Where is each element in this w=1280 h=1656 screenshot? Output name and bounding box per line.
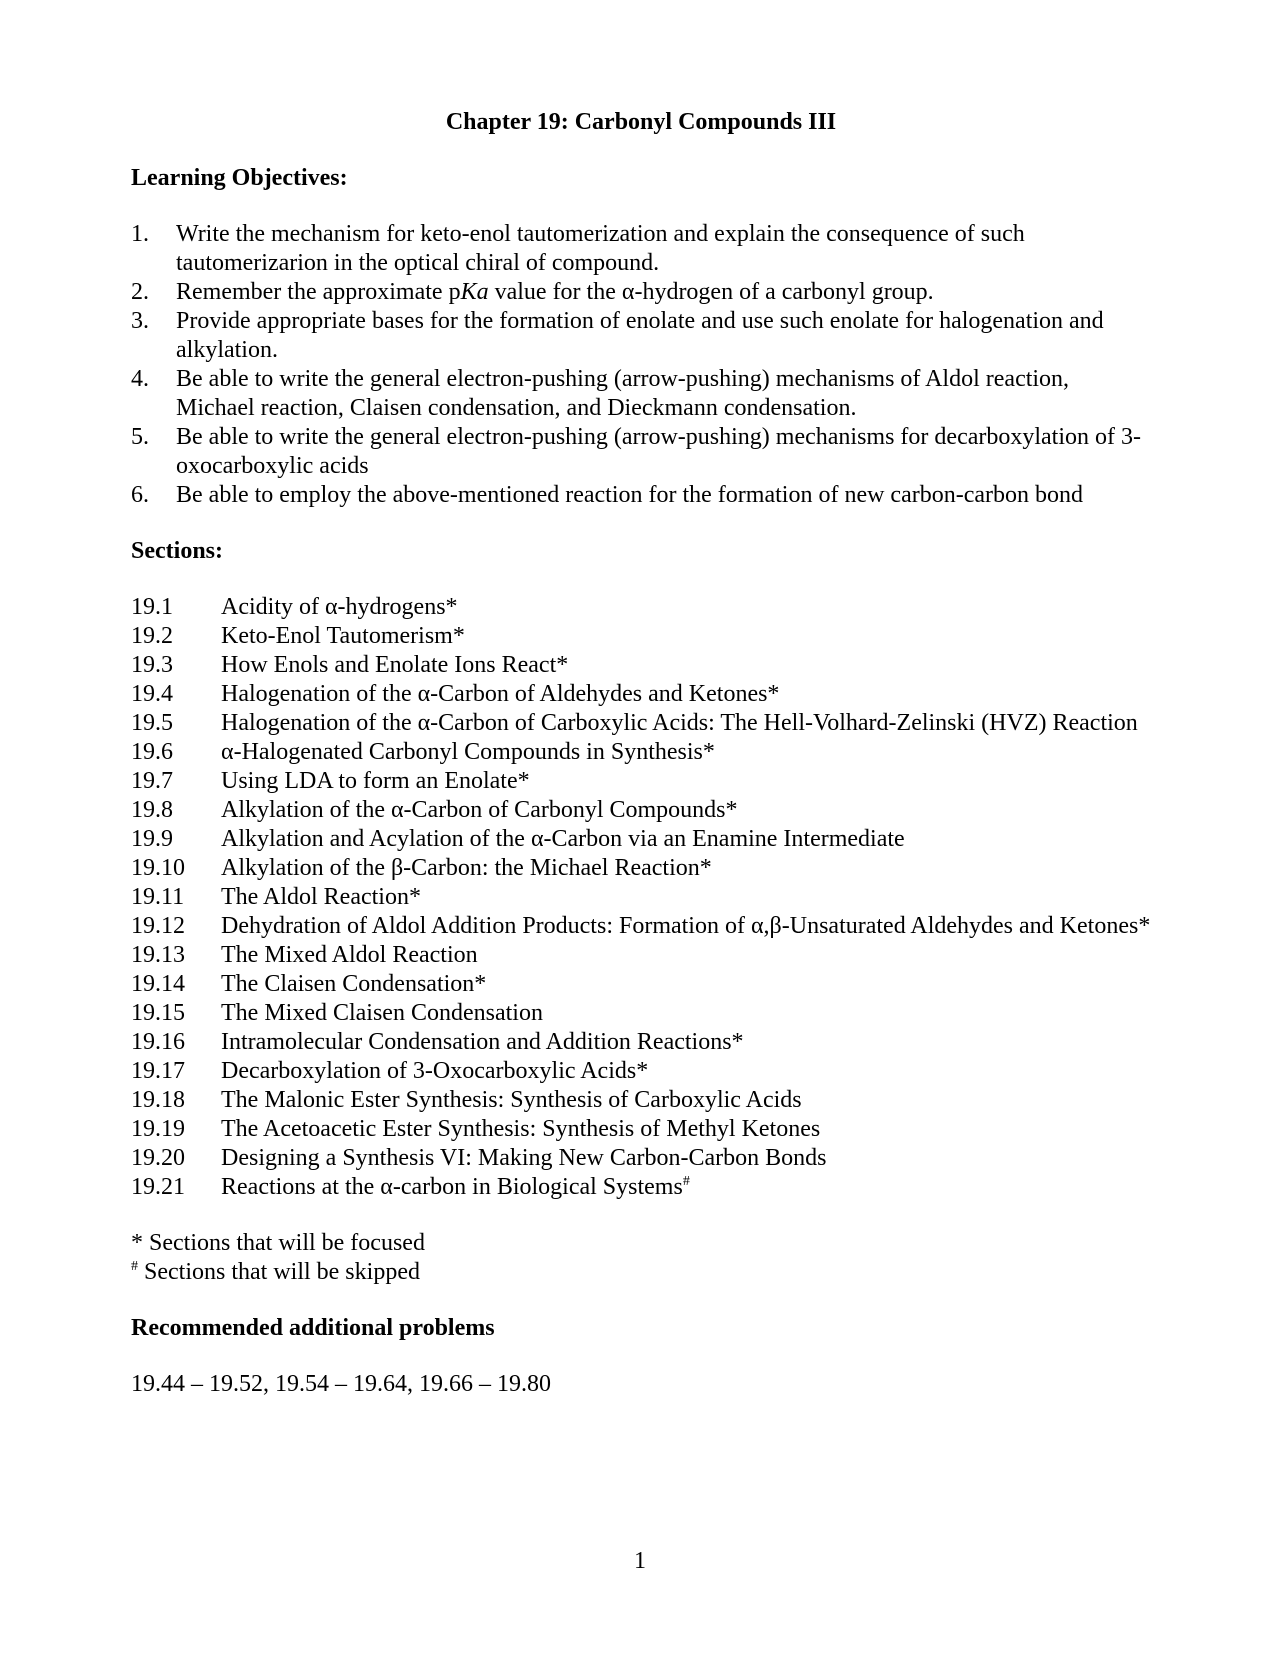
sections-heading: Sections: xyxy=(131,538,223,564)
section-item xyxy=(131,651,1151,680)
problems-range: 19.44 – 19.52, 19.54 – 19.64, 19.66 – 19.80 xyxy=(131,1371,551,1397)
section-title xyxy=(221,1173,1151,1202)
objective-number: 6. xyxy=(131,482,149,508)
section-title xyxy=(221,767,1151,796)
section-item xyxy=(131,1086,1151,1115)
section-item xyxy=(131,999,1151,1028)
section-title-text: Using LDA to form an Enolate* xyxy=(221,768,530,794)
section-title-text: Halogenation of the α-Carbon of Carboxylic Acids: The Hell-Volhard-Zelinski (HVZ) Reaction xyxy=(221,710,1138,736)
section-item xyxy=(131,680,1151,709)
objective-item xyxy=(131,278,1151,307)
section-number: 19.14 xyxy=(131,971,185,997)
section-number: 19.1 xyxy=(131,594,173,620)
objective-text: Be able to write the general electron-pushing (arrow-pushing) mechanisms for decarboxylation of 3-oxocarboxylic acids xyxy=(176,424,1142,479)
section-number: 19.18 xyxy=(131,1087,185,1113)
section-number: 19.20 xyxy=(131,1145,185,1171)
section-title xyxy=(221,738,1151,767)
section-title-text: The Mixed Claisen Condensation xyxy=(221,1000,543,1026)
pka-italic: Ka xyxy=(460,279,489,305)
section-item xyxy=(131,622,1151,651)
section-number: 19.19 xyxy=(131,1116,185,1142)
section-item xyxy=(131,825,1151,854)
section-number: 19.8 xyxy=(131,797,173,823)
section-title xyxy=(221,651,1151,680)
document-page xyxy=(131,108,1151,1399)
objective-text: Be able to write the general electron-pushing (arrow-pushing) mechanisms of Aldol reaction, Michael reaction, Claisen condensation, and Dieckmann condensation. xyxy=(176,366,1070,421)
section-title xyxy=(221,796,1151,825)
section-number: 19.10 xyxy=(131,855,185,881)
objective-number: 5. xyxy=(131,424,149,450)
section-item xyxy=(131,854,1151,883)
objective-item xyxy=(131,423,1151,481)
section-number: 19.16 xyxy=(131,1029,185,1055)
section-title xyxy=(221,883,1151,912)
section-title xyxy=(221,1057,1151,1086)
objectives-heading: Learning Objectives: xyxy=(131,165,348,191)
section-title-text: Alkylation and Acylation of the α-Carbon via an Enamine Intermediate xyxy=(221,826,905,852)
section-title-text: The Malonic Ester Synthesis: Synthesis of Carboxylic Acids xyxy=(221,1087,802,1113)
section-title xyxy=(221,709,1151,738)
section-item xyxy=(131,1028,1151,1057)
section-item xyxy=(131,1173,1151,1202)
section-title-text: Halogenation of the α-Carbon of Aldehydes and Ketones* xyxy=(221,681,780,707)
section-title xyxy=(221,825,1151,854)
objective-item xyxy=(131,220,1151,278)
objective-text: Remember the approximate pKa value for the α-hydrogen of a carbonyl group. xyxy=(176,279,934,305)
section-number: 19.2 xyxy=(131,623,173,649)
objective-item xyxy=(131,365,1151,423)
section-title-text: Alkylation of the β-Carbon: the Michael Reaction* xyxy=(221,855,712,881)
section-title-text: α-Halogenated Carbonyl Compounds in Synthesis* xyxy=(221,739,715,765)
section-number: 19.9 xyxy=(131,826,173,852)
section-title-text: The Aldol Reaction* xyxy=(221,884,421,910)
objective-text: Write the mechanism for keto-enol tautomerization and explain the consequence of such tautomerizarion in the optical chiral of compound. xyxy=(176,221,1025,276)
section-number: 19.3 xyxy=(131,652,173,678)
section-title-text: Decarboxylation of 3-Oxocarboxylic Acids* xyxy=(221,1058,649,1084)
section-title-text: How Enols and Enolate Ions React* xyxy=(221,652,569,678)
section-title xyxy=(221,912,1151,941)
section-item xyxy=(131,1057,1151,1086)
chapter-title: Chapter 19: Carbonyl Compounds III xyxy=(445,109,837,135)
section-item xyxy=(131,912,1151,941)
section-item xyxy=(131,1115,1151,1144)
section-title-text: The Mixed Aldol Reaction xyxy=(221,942,478,968)
section-number: 19.4 xyxy=(131,681,173,707)
section-item xyxy=(131,883,1151,912)
section-item xyxy=(131,709,1151,738)
section-title xyxy=(221,941,1151,970)
objective-number: 2. xyxy=(131,279,149,305)
section-title xyxy=(221,680,1151,709)
section-title-text: Designing a Synthesis VI: Making New Carbon-Carbon Bonds xyxy=(221,1145,827,1171)
objective-item xyxy=(131,481,1151,510)
section-title-text: Reactions at the α-carbon in Biological Systems xyxy=(221,1174,683,1200)
section-number: 19.12 xyxy=(131,913,185,939)
note-marker: # xyxy=(131,1259,138,1274)
section-number: 19.13 xyxy=(131,942,185,968)
section-title-text: Dehydration of Aldol Addition Products: Formation of α,β-Unsaturated Aldehydes and Ketones* xyxy=(221,913,1151,939)
section-number: 19.15 xyxy=(131,1000,185,1026)
section-item xyxy=(131,796,1151,825)
objective-text: Be able to employ the above-mentioned reaction for the formation of new carbon-carbon bond xyxy=(176,482,1084,508)
section-item xyxy=(131,970,1151,999)
section-number: 19.6 xyxy=(131,739,173,765)
section-title xyxy=(221,854,1151,883)
skip-marker: # xyxy=(682,1174,690,1189)
sections-list xyxy=(131,593,1151,1202)
section-title xyxy=(221,593,1151,622)
section-title xyxy=(221,622,1151,651)
section-item xyxy=(131,941,1151,970)
section-notes xyxy=(131,1229,1151,1287)
objective-number: 4. xyxy=(131,366,149,392)
section-number: 19.7 xyxy=(131,768,173,794)
section-title xyxy=(221,970,1151,999)
section-title xyxy=(221,1086,1151,1115)
section-title xyxy=(221,999,1151,1028)
section-title-text: The Claisen Condensation* xyxy=(221,971,487,997)
objective-item xyxy=(131,307,1151,365)
section-title-text: Alkylation of the α-Carbon of Carbonyl Compounds* xyxy=(221,797,738,823)
objective-number: 1. xyxy=(131,221,149,247)
problems-heading: Recommended additional problems xyxy=(131,1315,495,1341)
section-item xyxy=(131,1144,1151,1173)
section-item xyxy=(131,593,1151,622)
section-number: 19.17 xyxy=(131,1058,185,1084)
objective-text: Provide appropriate bases for the formation of enolate and use such enolate for halogenation and alkylation. xyxy=(176,308,1104,363)
section-title xyxy=(221,1028,1151,1057)
section-title xyxy=(221,1144,1151,1173)
section-item xyxy=(131,767,1151,796)
section-title-text: The Acetoacetic Ester Synthesis: Synthesis of Methyl Ketones xyxy=(221,1116,821,1142)
page-number: 1 xyxy=(634,1548,646,1574)
note-line xyxy=(131,1258,1151,1287)
section-title xyxy=(221,1115,1151,1144)
section-title-text: Acidity of α-hydrogens* xyxy=(221,594,458,620)
section-number: 19.11 xyxy=(131,884,185,910)
objective-number: 3. xyxy=(131,308,149,334)
objectives-list xyxy=(131,220,1151,510)
note-text: Sections that will be skipped xyxy=(138,1259,420,1285)
section-item xyxy=(131,738,1151,767)
section-number: 19.21 xyxy=(131,1174,185,1200)
section-title-text: Intramolecular Condensation and Addition Reactions* xyxy=(221,1029,744,1055)
section-number: 19.5 xyxy=(131,710,173,736)
note-text: * Sections that will be focused xyxy=(131,1230,425,1256)
note-line xyxy=(131,1229,1151,1258)
section-title-text: Keto-Enol Tautomerism* xyxy=(221,623,465,649)
